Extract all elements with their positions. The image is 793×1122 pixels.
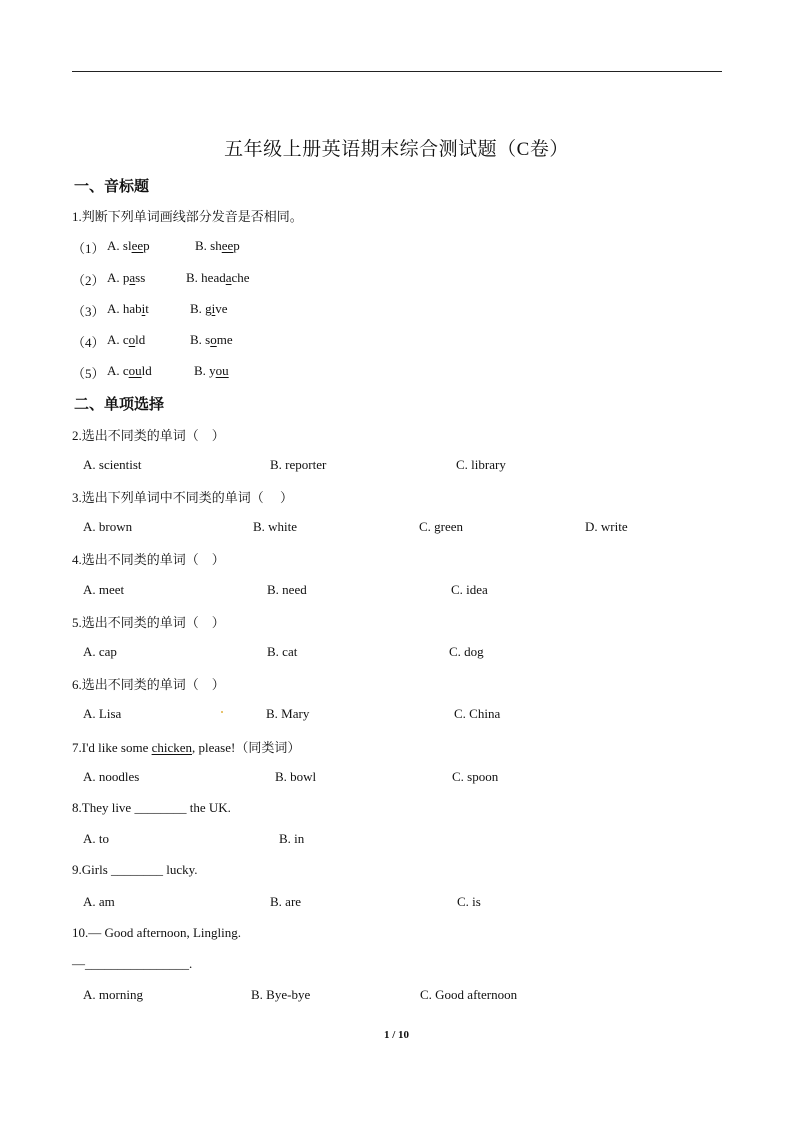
- question-2-stem: 2.选出不同类的单词（ ）: [72, 428, 225, 443]
- option-b: B. headache: [186, 270, 250, 285]
- question-10-stem: 10.— Good afternoon, Lingling.: [72, 925, 241, 940]
- question-2-option-a: A. scientist: [83, 457, 142, 472]
- question-10-option-b: B. Bye-bye: [251, 987, 311, 1002]
- question-8-stem: 8.They live ________ the UK.: [72, 800, 231, 815]
- row-number: （5）: [72, 366, 105, 381]
- row-number: （4）: [72, 335, 105, 350]
- option-a: A. cold: [107, 332, 146, 347]
- page-number: 1 / 10: [383, 1029, 410, 1041]
- option-b: B. sheep: [195, 238, 240, 253]
- question-5-option-b: B. cat: [267, 644, 298, 659]
- question-7-option-c: C. spoon: [452, 769, 499, 784]
- question-9-stem: 9.Girls ________ lucky.: [72, 862, 198, 877]
- option-a: A. could: [107, 363, 152, 378]
- question-5-option-c: C. dog: [449, 644, 484, 659]
- question-10-option-a: A. morning: [83, 987, 143, 1002]
- row-number: （2）: [72, 273, 105, 288]
- question-6-stem: 6.选出不同类的单词（ ）: [72, 677, 225, 692]
- header-rule: [72, 71, 722, 72]
- question-4-option-c: C. idea: [451, 582, 488, 597]
- question-6-option-c: C. China: [454, 706, 501, 721]
- question-10-option-c: C. Good afternoon: [420, 987, 518, 1002]
- question-8-option-a: A. to: [83, 831, 109, 846]
- question-7-option-b: B. bowl: [275, 769, 317, 784]
- question-3-stem: 3.选出下列单词中不同类的单词（ ）: [72, 490, 294, 505]
- stray-mark: [221, 711, 223, 713]
- question-3-option-c: C. green: [419, 519, 464, 534]
- document-title: 五年级上册英语期末综合测试题（C卷）: [224, 139, 569, 160]
- row-number: （1）: [72, 241, 105, 256]
- question-7-option-a: A. noodles: [83, 769, 140, 784]
- question-7-stem: 7.I'd like some chicken, please!（同类词）: [72, 740, 301, 755]
- question-10-answer-blank: —________________.: [72, 956, 193, 971]
- row-number: （3）: [72, 304, 105, 319]
- question-9-option-b: B. are: [270, 894, 302, 909]
- option-b: B. give: [190, 301, 228, 316]
- question-6-option-b: B. Mary: [266, 706, 310, 721]
- question-9-option-a: A. am: [83, 894, 115, 909]
- section-heading-phonetics: 一、音标题: [74, 177, 150, 195]
- option-a: A. habit: [107, 301, 149, 316]
- question-2-option-c: C. library: [456, 457, 506, 472]
- question-5-option-a: A. cap: [83, 644, 117, 659]
- section-heading-single-choice: 二、单项选择: [74, 395, 165, 413]
- question-3-option-a: A. brown: [83, 519, 133, 534]
- option-b: B. some: [190, 332, 233, 347]
- option-a: A. sleep: [107, 238, 150, 253]
- question-6-option-a: A. Lisa: [83, 706, 122, 721]
- question-4-stem: 4.选出不同类的单词（ ）: [72, 552, 225, 567]
- question-9-option-c: C. is: [457, 894, 481, 909]
- question-4-option-a: A. meet: [83, 582, 125, 597]
- option-a: A. pass: [107, 270, 146, 285]
- question-3-option-b: B. white: [253, 519, 298, 534]
- question-3-option-d: D. write: [585, 519, 628, 534]
- question-8-option-b: B. in: [279, 831, 305, 846]
- question-5-stem: 5.选出不同类的单词（ ）: [72, 615, 225, 630]
- question-2-option-b: B. reporter: [270, 457, 327, 472]
- question-4-option-b: B. need: [267, 582, 307, 597]
- option-b: B. you: [194, 363, 229, 378]
- question-1-stem: 1.判断下列单词画线部分发音是否相同。: [72, 209, 303, 224]
